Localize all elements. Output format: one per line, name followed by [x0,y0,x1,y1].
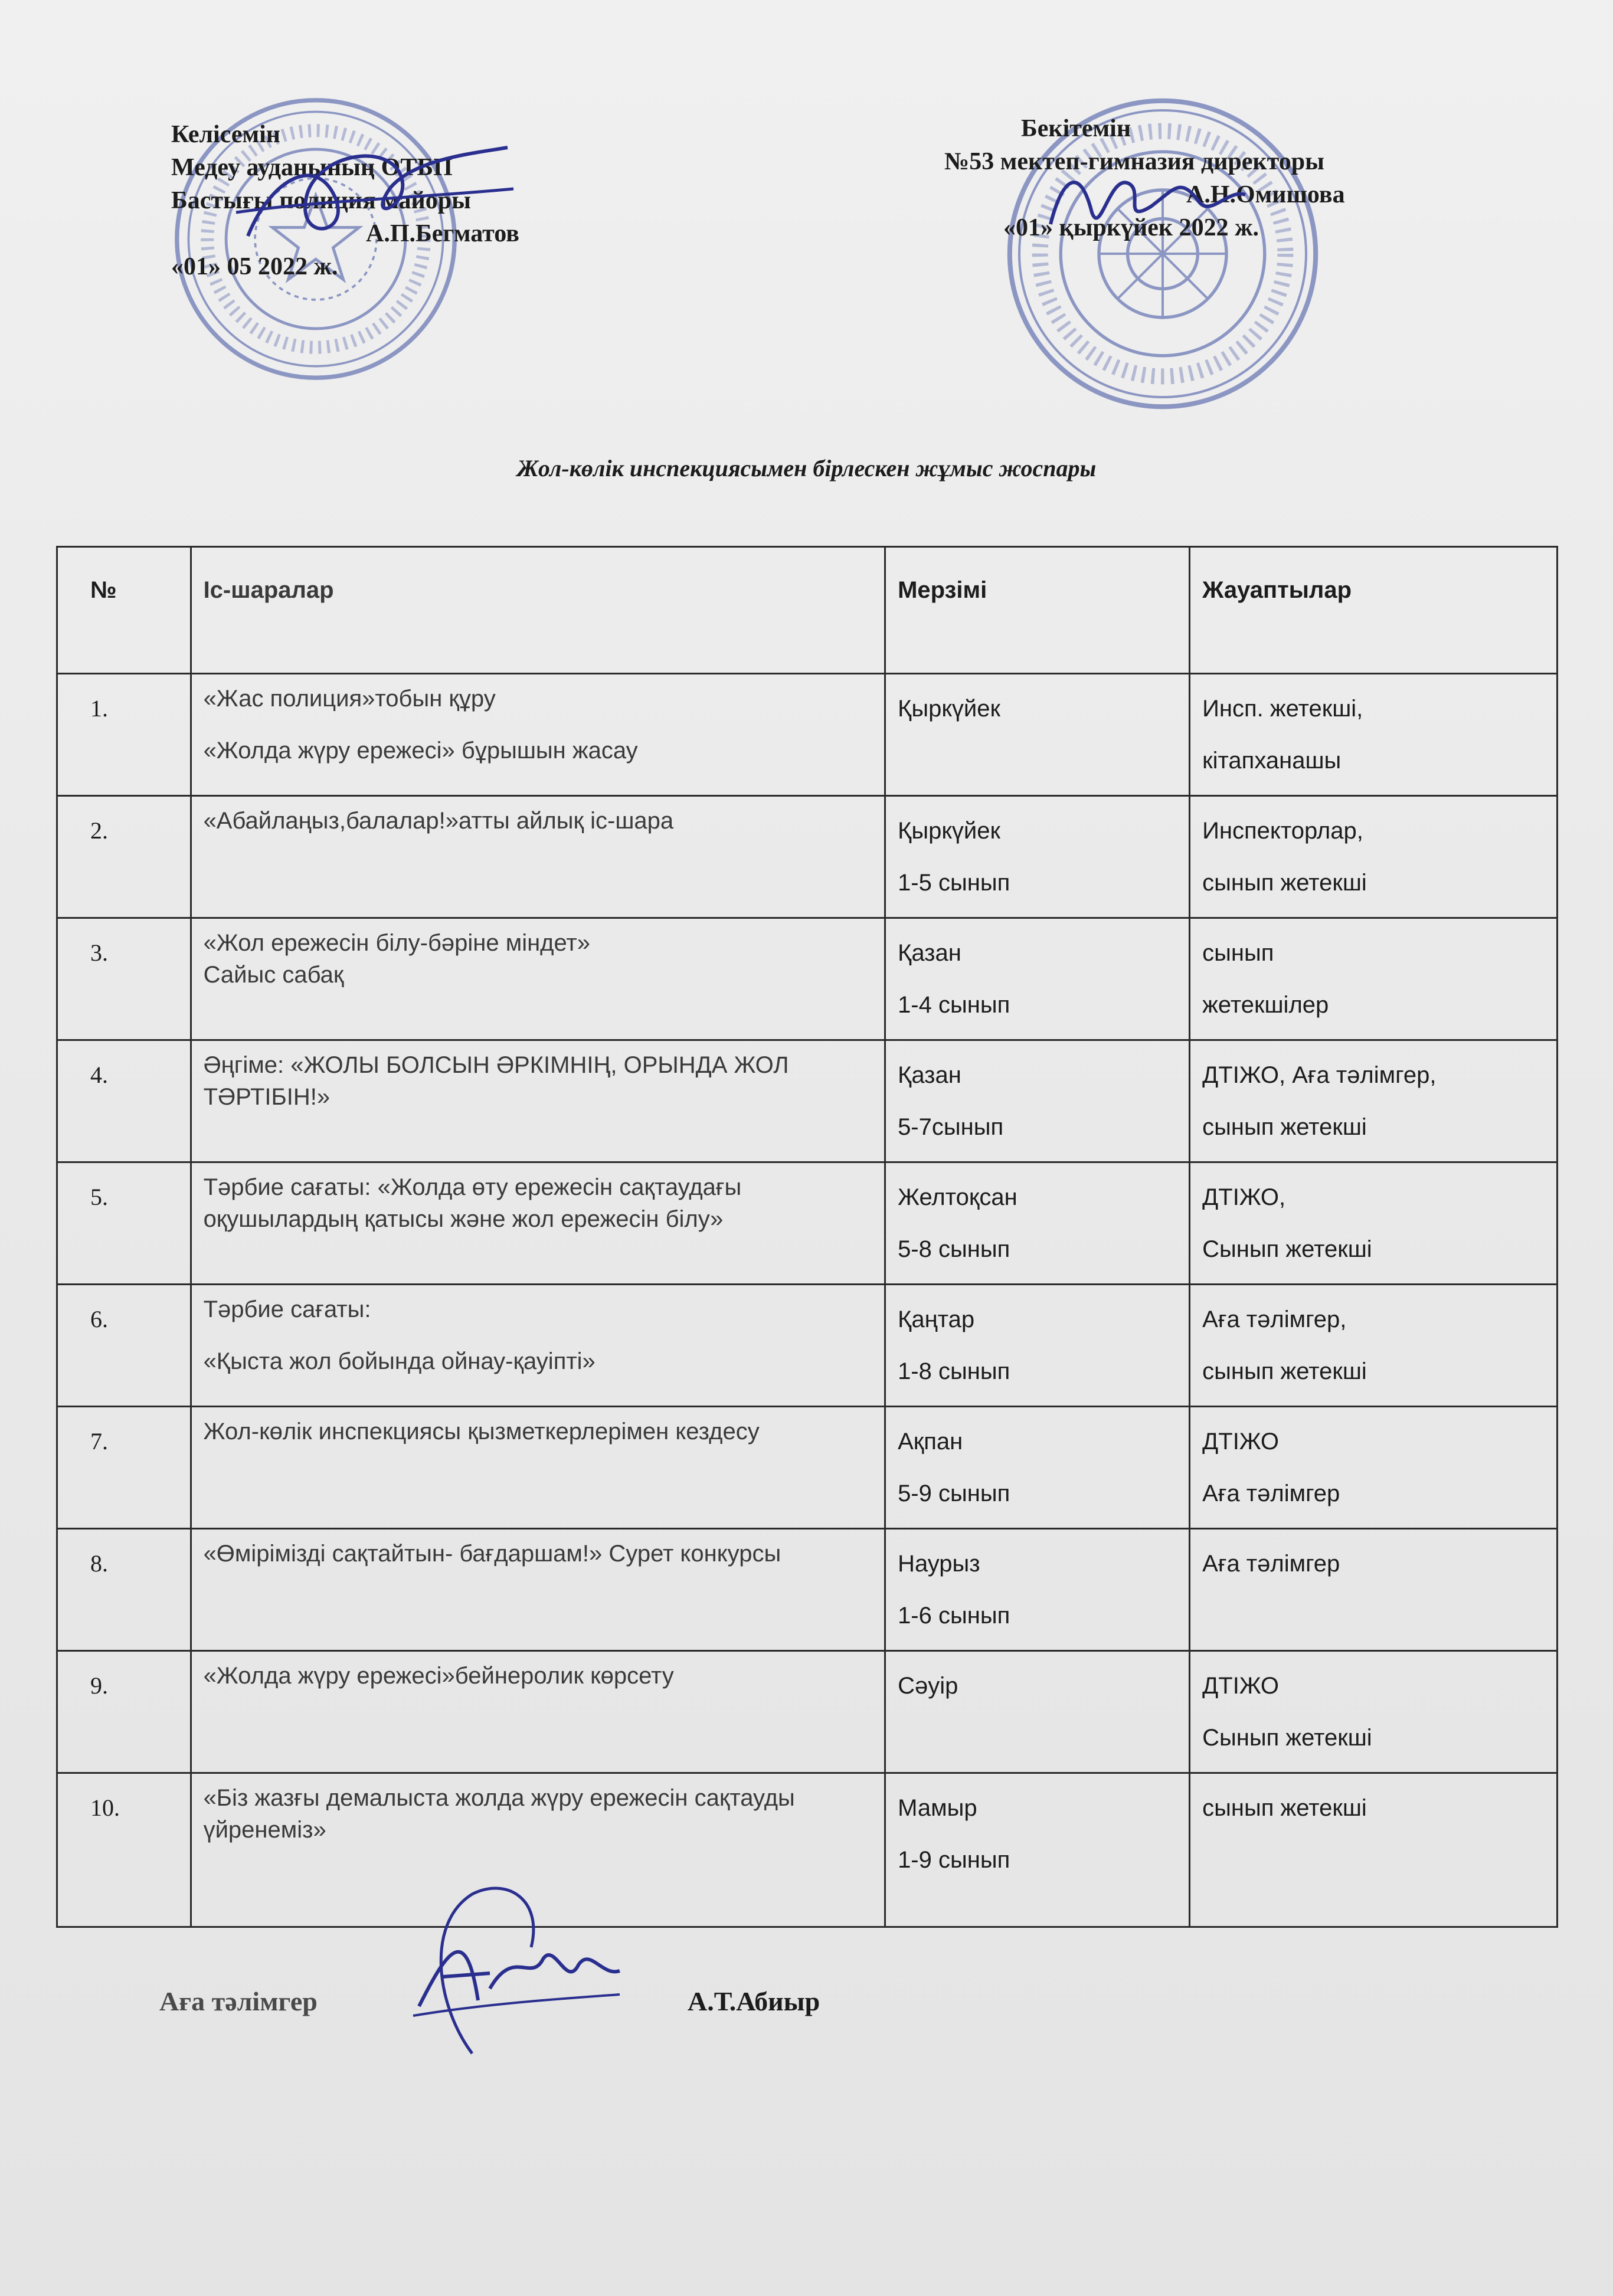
deadline-cell [885,1040,1190,1162]
table-row [57,1773,1558,1927]
activity-cell [191,1162,885,1285]
table-row [57,1651,1558,1773]
responsible-text: Сынып жетекші [1202,1725,1372,1751]
responsible-text: сынып жетекші [1202,1114,1367,1140]
deadline-text: Сәуір [898,1673,958,1699]
activity-text: үйренеміз» [203,1817,326,1843]
deadline-text: 1-8 сынып [898,1358,1010,1384]
deadline-text: Қазан [898,940,961,966]
responsible-cell [1190,674,1558,796]
police-chief-signature [224,130,519,266]
deadline-cell [885,1285,1190,1407]
responsible-text: кітапханашы [1202,748,1342,774]
responsible-text: сынып [1202,940,1274,966]
table-row [57,1407,1558,1529]
responsible-text: Аға тәлімгер [1202,1551,1340,1577]
responsible-cell [1190,1040,1558,1162]
agreed-position: Бастығы полиция майоры [171,187,471,214]
deadline-text: Ақпан [898,1429,963,1455]
row-number: 5. [57,1162,191,1285]
mentor-signature [401,1876,626,2071]
column-header-deadline: Мерзімі [885,547,1190,674]
activity-cell [191,1651,885,1773]
approved-name: А.Н.Омишова [1186,181,1345,208]
approved-date: «01» қыркүйек 2022 ж. [1003,214,1259,241]
activity-cell [191,1040,885,1162]
responsible-text: ДТІЖО [1202,1429,1279,1455]
responsible-cell [1190,796,1558,918]
activity-cell [191,918,885,1040]
responsible-text: Сынып жетекші [1202,1236,1372,1262]
deadline-text: 5-9 сынып [898,1481,1010,1506]
responsible-text: сынып жетекші [1202,870,1367,896]
column-header-responsible: Жауаптылар [1190,547,1558,674]
responsible-text: ДТІЖО [1202,1673,1279,1699]
activity-text: Әңгіме: «ЖОЛЫ БОЛСЫН ӘРКІМНІҢ, ОРЫНДА ЖОЛ [203,1052,789,1078]
activity-text: «Жолда жүру ережесі» бұрышын жасау [203,738,638,764]
document-title: Жол-көлік инспекциясымен бірлескен жұмыс жоспары [516,455,1097,482]
responsible-text: сынып жетекші [1202,1795,1367,1821]
deadline-cell [885,1529,1190,1651]
responsible-text: Инсп. жетекші, [1202,696,1363,722]
activity-cell [191,674,885,796]
agreed-date: «01» 05 2022 ж. [171,253,338,280]
deadline-text: 1-6 сынып [898,1603,1010,1629]
activity-text: Тәрбие сағаты: «Жолда өту ережесін сақтаудағы [203,1174,742,1200]
deadline-text: Наурыз [898,1551,980,1577]
activity-text: «Біз жазғы демалыста жолда жүру ережесін сақтауды [203,1785,795,1811]
activity-text: Жол-көлік инспекциясы қызметкерлерімен кездесу [203,1419,760,1445]
responsible-text: Аға тәлімгер, [1202,1306,1347,1332]
signer-role: Аға тәлімгер [159,1986,318,2016]
deadline-cell [885,1407,1190,1529]
row-number: 7. [57,1407,191,1529]
responsible-text: сынып жетекші [1202,1358,1367,1384]
activity-cell [191,1407,885,1529]
responsible-text: ДТІЖО, Аға тәлімгер, [1202,1062,1437,1088]
activity-text: «Қыста жол бойында ойнау-қауіпті» [203,1348,596,1374]
table-row [57,1529,1558,1651]
activity-text: оқушылардың қатысы және жол ережесін білу» [203,1206,724,1232]
deadline-text: 1-9 сынып [898,1847,1010,1873]
responsible-text: ДТІЖО, [1202,1184,1286,1210]
approved-position: №53 мектеп-гимназия директоры [944,148,1324,175]
agreed-org: Медеу ауданының ОТБП [171,154,453,181]
approved-label: Бекітемін [1021,115,1131,142]
deadline-text: Қыркүйек [898,818,1000,844]
work-plan-table [56,546,1558,1928]
deadline-cell [885,1773,1190,1927]
responsible-cell [1190,1651,1558,1773]
deadline-text: Қаңтар [898,1306,975,1332]
column-header-number: № [57,547,191,674]
activity-text: ТӘРТІБІН!» [203,1084,331,1110]
activity-text: Тәрбие сағаты: [203,1296,371,1322]
deadline-text: Қыркүйек [898,696,1000,722]
deadline-cell [885,796,1190,918]
deadline-text: 1-5 сынып [898,870,1010,896]
deadline-text: Желтоқсан [898,1184,1017,1210]
activity-text: «Жол ережесін білу-бәріне міндет» [203,930,590,956]
table-row [57,674,1558,796]
signer-name: А.Т.Абиыр [688,1986,820,2016]
agreed-label: Келісемін [171,121,281,148]
activity-text: «Жолда жүру ережесі»бейнеролик көрсету [203,1663,674,1689]
responsible-text: жетекшілер [1202,992,1329,1018]
deadline-text: Мамыр [898,1795,977,1821]
activity-text: «Өмірімізді сақтайтын- бағдаршам!» Сурет конкурсы [203,1541,781,1567]
deadline-cell [885,1651,1190,1773]
responsible-text: Инспекторлар, [1202,818,1363,844]
table-row [57,796,1558,918]
activity-cell [191,796,885,918]
responsible-text: Аға тәлімгер [1202,1481,1340,1506]
table-row [57,1285,1558,1407]
activity-cell [191,1529,885,1651]
row-number: 3. [57,918,191,1040]
deadline-cell [885,918,1190,1040]
table-row [57,918,1558,1040]
responsible-cell [1190,1773,1558,1927]
responsible-cell [1190,1529,1558,1651]
deadline-text: 5-8 сынып [898,1236,1010,1262]
table-row [57,1040,1558,1162]
activity-text: «Абайлаңыз,балалар!»атты айлық іс-шара [203,808,674,834]
table-row [57,1162,1558,1285]
row-number: 9. [57,1651,191,1773]
deadline-text: Қазан [898,1062,961,1088]
deadline-cell [885,674,1190,796]
activity-cell [191,1285,885,1407]
row-number: 1. [57,674,191,796]
director-signature [1039,153,1251,248]
row-number: 4. [57,1040,191,1162]
agreed-name: А.П.Бегматов [366,220,519,247]
responsible-cell [1190,1162,1558,1285]
responsible-cell [1190,918,1558,1040]
activity-text: «Жас полиция»тобын құру [203,686,496,712]
table-header-row [57,547,1558,674]
column-header-activities: Іс-шаралар [191,547,885,674]
responsible-cell [1190,1285,1558,1407]
deadline-text: 5-7сынып [898,1114,1004,1140]
row-number: 2. [57,796,191,918]
deadline-text: 1-4 сынып [898,992,1010,1018]
deadline-cell [885,1162,1190,1285]
row-number: 8. [57,1529,191,1651]
activity-text: Сайыс сабақ [203,962,344,988]
responsible-cell [1190,1407,1558,1529]
row-number: 6. [57,1285,191,1407]
row-number: 10. [57,1773,191,1927]
